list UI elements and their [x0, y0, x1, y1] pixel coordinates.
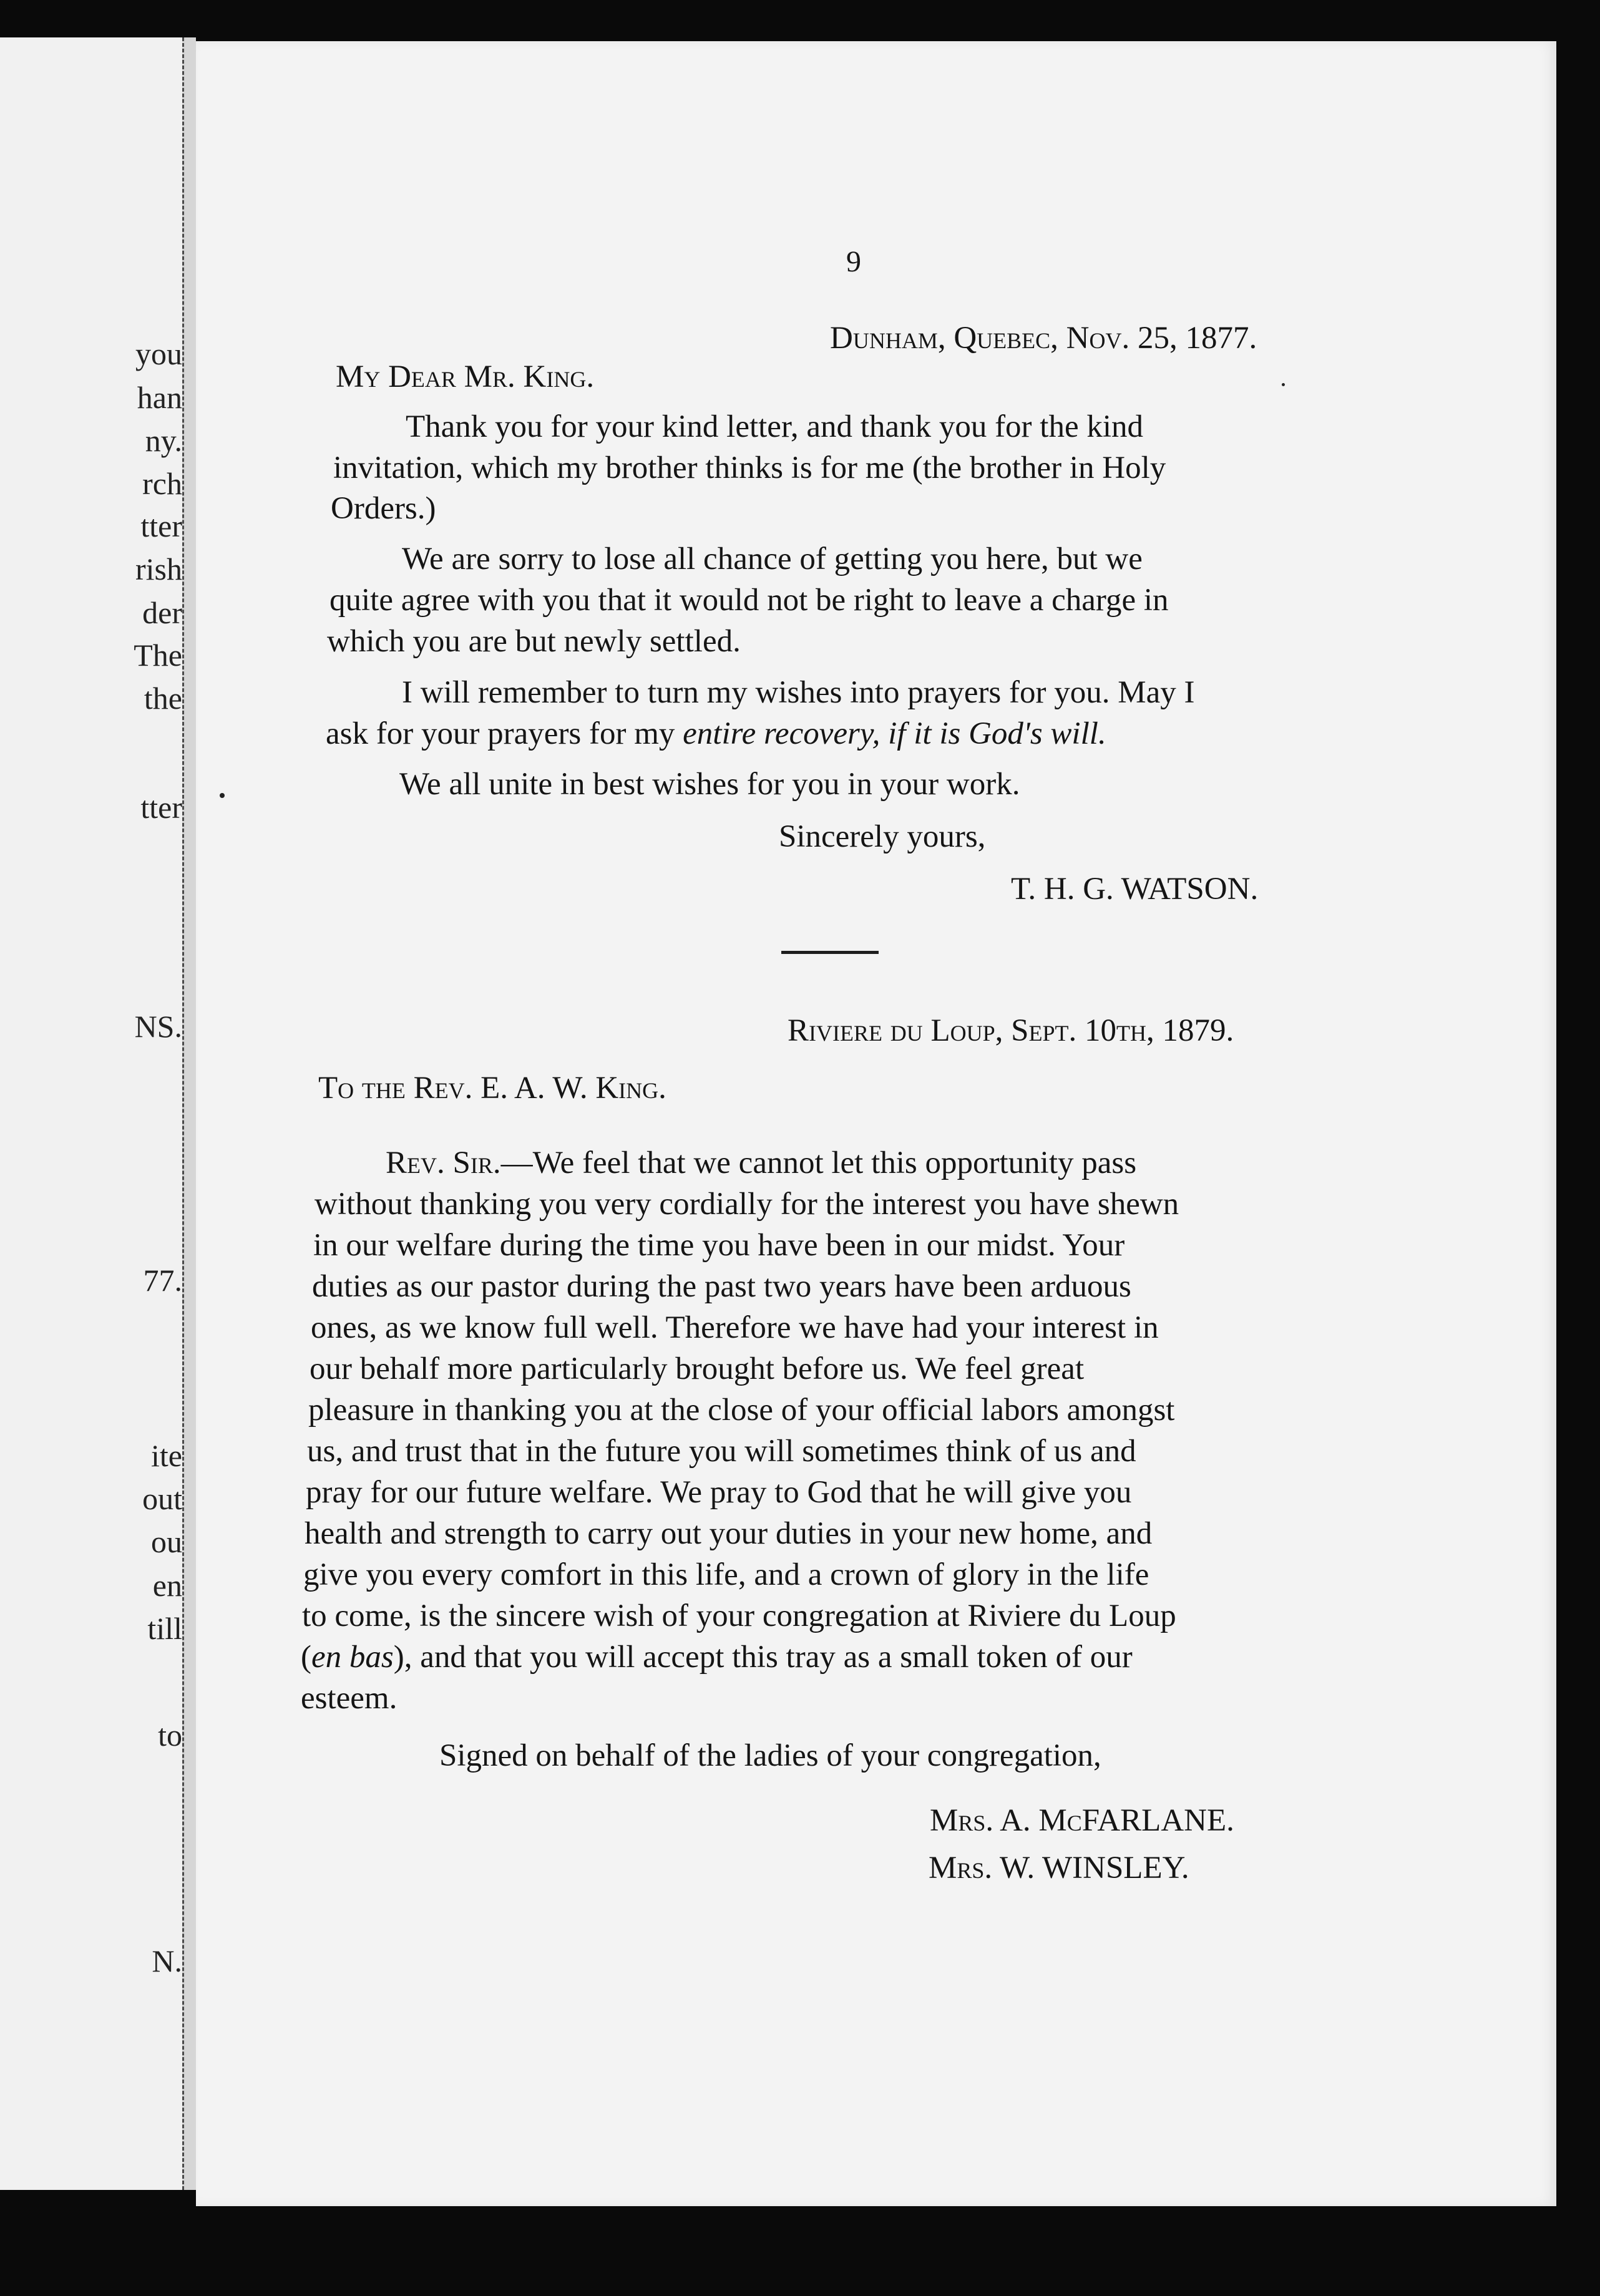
left-page-fragment: rish — [135, 552, 182, 586]
letter-2-body-line — [386, 1146, 1136, 1180]
left-page-fragment: tter — [140, 790, 182, 825]
left-page-fragment: The — [134, 638, 182, 673]
letter-1-salutation: My Dear Mr. King. — [336, 359, 595, 394]
letter-2-body-line: health and strength to carry out your duties in your new home, and — [305, 1516, 1153, 1551]
letter-2-signed-line: Signed on behalf of the ladies of your congregation, — [439, 1738, 1101, 1773]
left-page-fragment: till — [147, 1611, 182, 1646]
letter-1-paragraph-3-line: I will remember to turn my wishes into prayers for you. May I — [402, 675, 1195, 710]
page-gutter — [182, 37, 196, 2190]
left-page-fragment: N. — [152, 1943, 182, 1978]
letter-2-parenthesis: ( — [301, 1640, 311, 1675]
left-page-edge — [0, 37, 182, 2190]
letter-1-paragraph-1-line: Orders.) — [331, 491, 436, 526]
letter-2-body-line — [301, 1640, 1133, 1675]
left-page-fragment: to — [158, 1718, 182, 1753]
letter-2-salutation-lead: Rev. Sir. — [386, 1146, 501, 1180]
letter-2-body-line: esteem. — [301, 1681, 398, 1716]
letter-2-body-line: ones, as we know full well. Therefore we have had your interest in — [311, 1310, 1159, 1345]
letter-2-body-line: pray for our future welfare. We pray to God that he will give you — [306, 1475, 1132, 1510]
left-page-fragment: der — [142, 595, 182, 630]
letter-2-italic-phrase: en bas — [311, 1640, 394, 1675]
letter-2-body-line: to come, is the sincere wish of your congregation at Riviere du Loup — [302, 1598, 1176, 1633]
letter-1-paragraph-3-line — [326, 716, 1106, 751]
letter-2-signatory: Mrs. W. WINSLEY. — [929, 1851, 1189, 1885]
left-page-fragment: ny. — [145, 423, 182, 458]
left-page-fragment: out — [142, 1481, 182, 1516]
page-number: 9 — [846, 245, 861, 278]
letter-2-body-line: our behalf more particularly brought before us. We feel great — [310, 1351, 1085, 1386]
right-page — [196, 41, 1556, 2206]
scan-speck — [1282, 383, 1285, 386]
left-page-fragment: you — [135, 336, 182, 371]
letter-2-body-line: give you every comfort in this life, and a crown of glory in the life — [303, 1557, 1149, 1592]
letter-2-body-text: ), and that you will accept this tray as a small token of our — [393, 1640, 1133, 1675]
letter-1-signature: T. H. G. WATSON. — [1011, 872, 1259, 907]
scan-speck — [220, 793, 225, 798]
letter-2-body-text: —We feel that we cannot let this opportunity pass — [500, 1146, 1137, 1180]
left-page-fragment: han — [137, 380, 182, 415]
left-page-fragment: en — [152, 1568, 182, 1603]
letter-2-signatory: Mrs. A. McFARLANE. — [930, 1803, 1234, 1838]
letter-2-body-line: pleasure in thanking you at the close of your official labors amongst — [308, 1393, 1175, 1428]
left-page-fragment: ite — [151, 1438, 182, 1473]
letter-2-body-line: in our welfare during the time you have been in our midst. Your — [313, 1228, 1125, 1263]
letter-1-paragraph-3-italic-text: entire recovery, if it is God's will. — [683, 716, 1106, 751]
left-page-fragment: the — [144, 681, 182, 716]
letter-1-paragraph-2-line: which you are but newly settled. — [327, 624, 741, 659]
letter-2-salutation: To the Rev. E. A. W. King. — [318, 1071, 666, 1106]
letter-1-dateline: Dunham, Quebec, Nov. 25, 1877. — [830, 321, 1257, 356]
letter-1-paragraph-2-line: We are sorry to lose all chance of getting you here, but we — [402, 542, 1143, 576]
letter-2-body-line: without thanking you very cordially for the interest you have shewn — [315, 1187, 1179, 1222]
letter-1-paragraph-1-line: Thank you for your kind letter, and thank you for the kind — [406, 409, 1144, 444]
letter-1-paragraph-1-line: invitation, which my brother thinks is for me (the brother in Holy — [333, 450, 1166, 485]
letter-1-paragraph-3-plain-text: ask for your prayers for my — [326, 716, 683, 751]
left-page-fragment: ou — [151, 1524, 182, 1559]
letter-2-body-line: us, and trust that in the future you will sometimes think of us and — [307, 1434, 1136, 1469]
letter-2-dateline: Riviere du Loup, Sept. 10th, 1879. — [788, 1013, 1234, 1048]
left-page-fragment: 77. — [143, 1263, 182, 1298]
letter-1-closing: Sincerely yours, — [779, 819, 986, 854]
left-page-fragment: NS. — [134, 1009, 182, 1044]
letter-2-body-line: duties as our pastor during the past two years have been arduous — [312, 1269, 1131, 1304]
letter-separator-rule — [781, 951, 879, 954]
left-page-fragment: rch — [142, 466, 182, 501]
left-page-fragment: tter — [140, 508, 182, 543]
letter-1-paragraph-4: We all unite in best wishes for you in your work. — [399, 767, 1020, 802]
letter-1-paragraph-2-line: quite agree with you that it would not be right to leave a charge in — [329, 583, 1169, 618]
